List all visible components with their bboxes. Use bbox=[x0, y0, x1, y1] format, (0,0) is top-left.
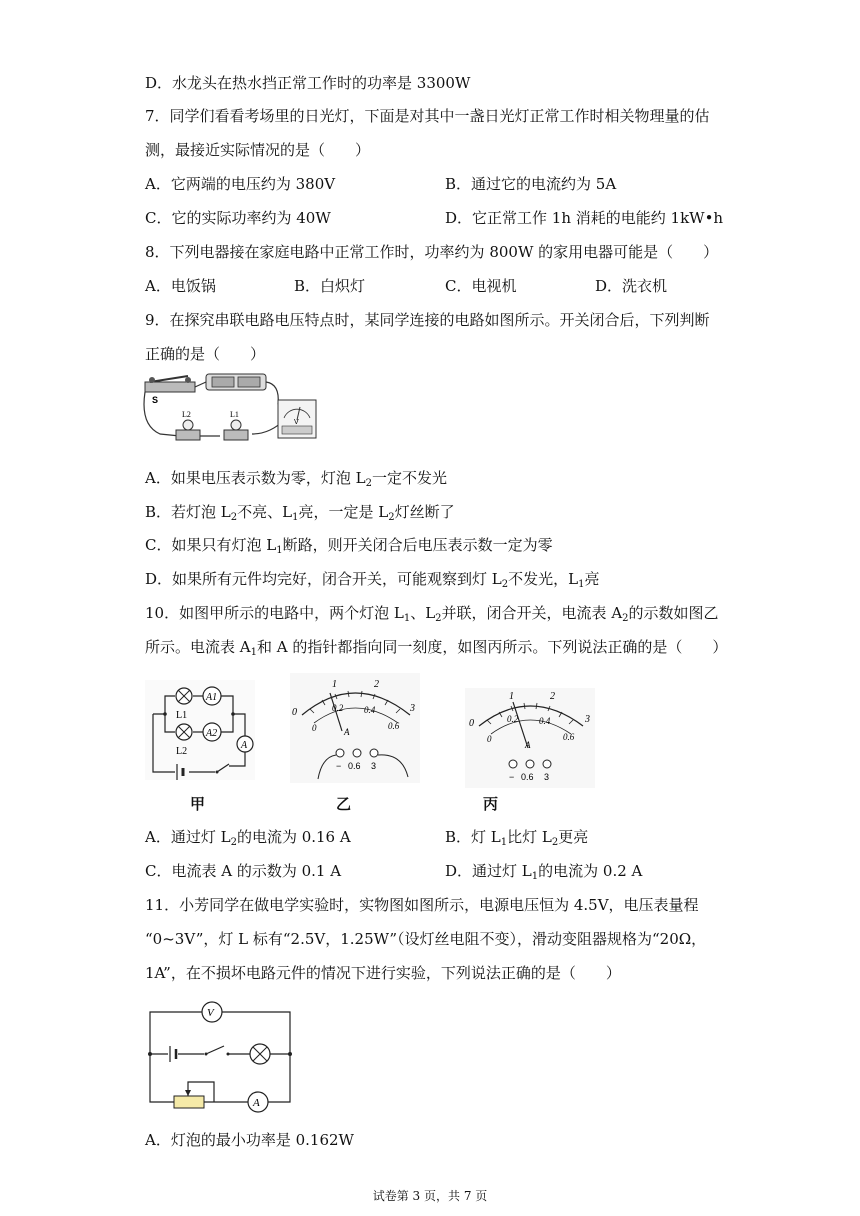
q10-yi-tick-1: 1 bbox=[332, 679, 337, 690]
q10-option-b: B．灯 $L_1$比灯 $L_2$更亮 bbox=[445, 828, 589, 848]
q10-bing-terminal-0.6: 0.6 bbox=[521, 772, 534, 782]
q10-bing-tick-1: 1 bbox=[509, 691, 514, 702]
q9-l2-label: L2 bbox=[182, 410, 191, 419]
q10-yi-terminal-3: 3 bbox=[371, 761, 377, 771]
q9-voltmeter-label: V bbox=[294, 419, 299, 426]
q10-option-d: D．通过灯 $L_1$的电流为 0.2 A bbox=[445, 862, 643, 882]
q10-yi-tick-3: 3 bbox=[410, 703, 415, 714]
q10-figure-jia-circuit bbox=[145, 680, 255, 780]
q10-jia-l2-label: L2 bbox=[176, 746, 188, 757]
q9-switch-label: S bbox=[152, 395, 159, 405]
q10-bing-tick-0-upper: 0 bbox=[469, 718, 474, 729]
q10-figure-bing-caption: 丙 bbox=[483, 795, 499, 813]
q11-voltmeter-label: V bbox=[207, 1007, 214, 1019]
q8-option-a: A．电饭锅 bbox=[145, 277, 216, 295]
q8-option-c: C．电视机 bbox=[445, 277, 517, 295]
q7-stem-line2: 测，最接近实际情况的是（ ） bbox=[145, 141, 371, 159]
q10-stem-line2: 所示。电流表 $A_1$和 A 的指针都指向同一刻度，如图丙所示。下列说法正确的是（ ） bbox=[145, 638, 728, 658]
q11-circuit-figure bbox=[146, 1000, 296, 1115]
q10-yi-needle-label: A bbox=[344, 727, 350, 737]
page-footer: 试卷第 3 页，共 7 页 bbox=[372, 1189, 488, 1203]
q6-option-d: D．水龙头在热水挡正常工作时的功率是 3300W bbox=[145, 74, 471, 92]
q10-bing-tick-3: 3 bbox=[585, 714, 590, 725]
q10-yi-tick-0.4: 0.4 bbox=[364, 705, 376, 715]
q9-option-c: C．如果只有灯泡 $L_1$断路，则开关闭合后电压表示数一定为零 bbox=[145, 536, 553, 556]
q10-figure-yi-caption: 乙 bbox=[336, 795, 352, 813]
q10-bing-tick-0.6: 0.6 bbox=[563, 732, 575, 742]
q10-yi-tick-0-lower: 0 bbox=[312, 723, 317, 733]
q8-option-b: B．白炽灯 bbox=[294, 277, 366, 295]
q8-option-d: D．洗衣机 bbox=[595, 277, 668, 295]
q10-bing-tick-2: 2 bbox=[550, 691, 555, 702]
q10-jia-ammeter-a2: A2 bbox=[206, 728, 218, 739]
q7-option-d: D．它正常工作 1h 消耗的电能约 1kW•h bbox=[445, 209, 724, 227]
q10-bing-needle-label: A bbox=[525, 740, 531, 750]
q10-yi-tick-0.6: 0.6 bbox=[388, 721, 400, 731]
q10-option-a: A．通过灯 $L_2$的电流为 0.16 A bbox=[145, 828, 351, 848]
q10-stem-line1: 10．如图甲所示的电路中，两个灯泡 $L_1$、$L_2$并联，闭合开关，电流表 $A_2$的示数如图乙 bbox=[145, 604, 719, 624]
q10-bing-tick-0.4: 0.4 bbox=[539, 716, 551, 726]
q11-stem-line1: 11．小芳同学在做电学实验时，实物图如图所示，电源电压恒为 4.5V，电压表量程 bbox=[145, 896, 699, 914]
q9-l1-label: L1 bbox=[230, 410, 239, 419]
q10-jia-l1-label: L1 bbox=[176, 710, 188, 721]
q10-jia-ammeter-a: A bbox=[241, 740, 248, 751]
q11-ammeter-label: A bbox=[253, 1097, 260, 1109]
q10-figure-jia-caption: 甲 bbox=[190, 795, 206, 813]
q7-option-a: A．它两端的电压约为 380V bbox=[145, 175, 336, 193]
q10-bing-terminal-3: 3 bbox=[544, 772, 550, 782]
q8-stem: 8．下列电器接在家庭电路中正常工作时，功率约为 800W 的家用电器可能是（ ） bbox=[145, 243, 719, 261]
q10-option-c: C．电流表 A 的示数为 0.1 A bbox=[145, 862, 342, 880]
q10-yi-tick-0.2: 0.2 bbox=[332, 703, 344, 713]
q9-circuit-figure bbox=[140, 370, 320, 446]
q7-option-b: B．通过它的电流约为 5A bbox=[445, 175, 617, 193]
q11-option-a: A．灯泡的最小功率是 0.162W bbox=[145, 1131, 354, 1149]
q10-yi-tick-0-upper: 0 bbox=[292, 707, 297, 718]
q9-option-d: D．如果所有元件均完好，闭合开关，可能观察到灯 $L_2$不发光，$L_1$亮 bbox=[145, 570, 600, 590]
q10-figure-bing-ammeter bbox=[465, 688, 595, 788]
q9-option-a: A．如果电压表示数为零，灯泡 $L_2$一定不发光 bbox=[145, 469, 447, 489]
q10-bing-tick-0-lower: 0 bbox=[487, 734, 492, 744]
q10-jia-ammeter-a1: A1 bbox=[206, 692, 218, 703]
q9-option-b: B．若灯泡 $L_2$不亮、$L_1$亮，一定是 $L_2$灯丝断了 bbox=[145, 503, 455, 523]
q9-stem-line2: 正确的是（ ） bbox=[145, 345, 266, 363]
q10-bing-terminal-neg: − bbox=[509, 772, 515, 782]
q10-figure-yi-ammeter bbox=[290, 673, 420, 783]
q10-bing-tick-0.2: 0.2 bbox=[507, 714, 519, 724]
q9-stem-line1: 9．在探究串联电路电压特点时，某同学连接的电路如图所示。开关闭合后，下列判断 bbox=[145, 311, 710, 329]
q11-stem-line3: 1A”，在不损坏电路元件的情况下进行实验，下列说法正确的是（ ） bbox=[145, 964, 621, 982]
q7-option-c: C．它的实际功率约为 40W bbox=[145, 209, 331, 227]
q7-stem-line1: 7．同学们看看考场里的日光灯，下面是对其中一盏日光灯正常工作时相关物理量的估 bbox=[145, 107, 710, 125]
q10-yi-terminal-neg: − bbox=[336, 761, 342, 771]
q10-yi-tick-2: 2 bbox=[374, 679, 379, 690]
q10-yi-terminal-0.6: 0.6 bbox=[348, 761, 361, 771]
q11-stem-line2: “0~3V”，灯 L 标有“2.5V，1.25W”（设灯丝电阻不变），滑动变阻器规格为“20Ω， bbox=[145, 930, 707, 948]
